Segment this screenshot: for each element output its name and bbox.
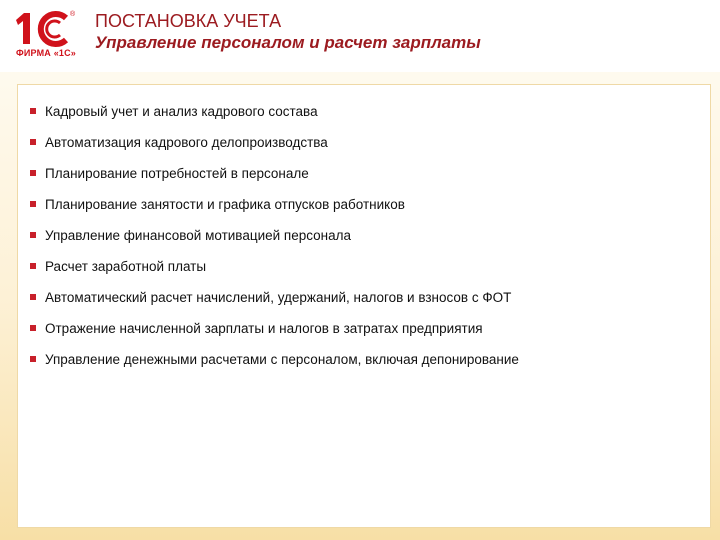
list-item (30, 351, 519, 382)
bullet-list (30, 103, 519, 382)
1c-logo-icon (10, 8, 82, 48)
list-item (30, 165, 519, 196)
list-item (30, 258, 519, 289)
list-item (30, 103, 519, 134)
bullet-marker-icon (30, 232, 36, 238)
title-block (95, 10, 481, 54)
registered-mark: ® (70, 11, 76, 18)
bullet-marker-icon (30, 201, 36, 207)
bullet-marker-icon (30, 263, 36, 269)
list-item-text: Планирование занятости и графика отпусков работников (45, 197, 405, 212)
page-subtitle: Управление персоналом и расчет зарплаты (95, 33, 481, 52)
list-item (30, 134, 519, 165)
bullet-marker-icon (30, 294, 36, 300)
company-logo (10, 8, 82, 64)
list-item-text: Отражение начисленной зарплаты и налогов в затратах предприятия (45, 321, 483, 336)
list-item (30, 227, 519, 258)
logo-caption: ФИРМА «1С» (15, 48, 77, 58)
list-item (30, 289, 519, 320)
bullet-marker-icon (30, 170, 36, 176)
list-item-text: Автоматизация кадрового делопроизводства (45, 135, 328, 150)
list-item (30, 320, 519, 351)
content-panel (17, 84, 711, 528)
list-item (30, 196, 519, 227)
list-item-text: Автоматический расчет начислений, удержаний, налогов и взносов с ФОТ (45, 290, 512, 305)
slide-header (0, 0, 720, 72)
list-item-text: Управление финансовой мотивацией персонала (45, 228, 351, 243)
list-item-text: Расчет заработной платы (45, 259, 207, 274)
bullet-marker-icon (30, 139, 36, 145)
list-item-text: Планирование потребностей в персонале (45, 166, 309, 181)
list-item-text: Управление денежными расчетами с персоналом, включая депонирование (45, 352, 519, 367)
list-item-text: Кадровый учет и анализ кадрового состава (45, 104, 318, 119)
bullet-marker-icon (30, 356, 36, 362)
page-title: ПОСТАНОВКА УЧЕТА (95, 11, 282, 31)
bullet-marker-icon (30, 325, 36, 331)
bullet-marker-icon (30, 108, 36, 114)
